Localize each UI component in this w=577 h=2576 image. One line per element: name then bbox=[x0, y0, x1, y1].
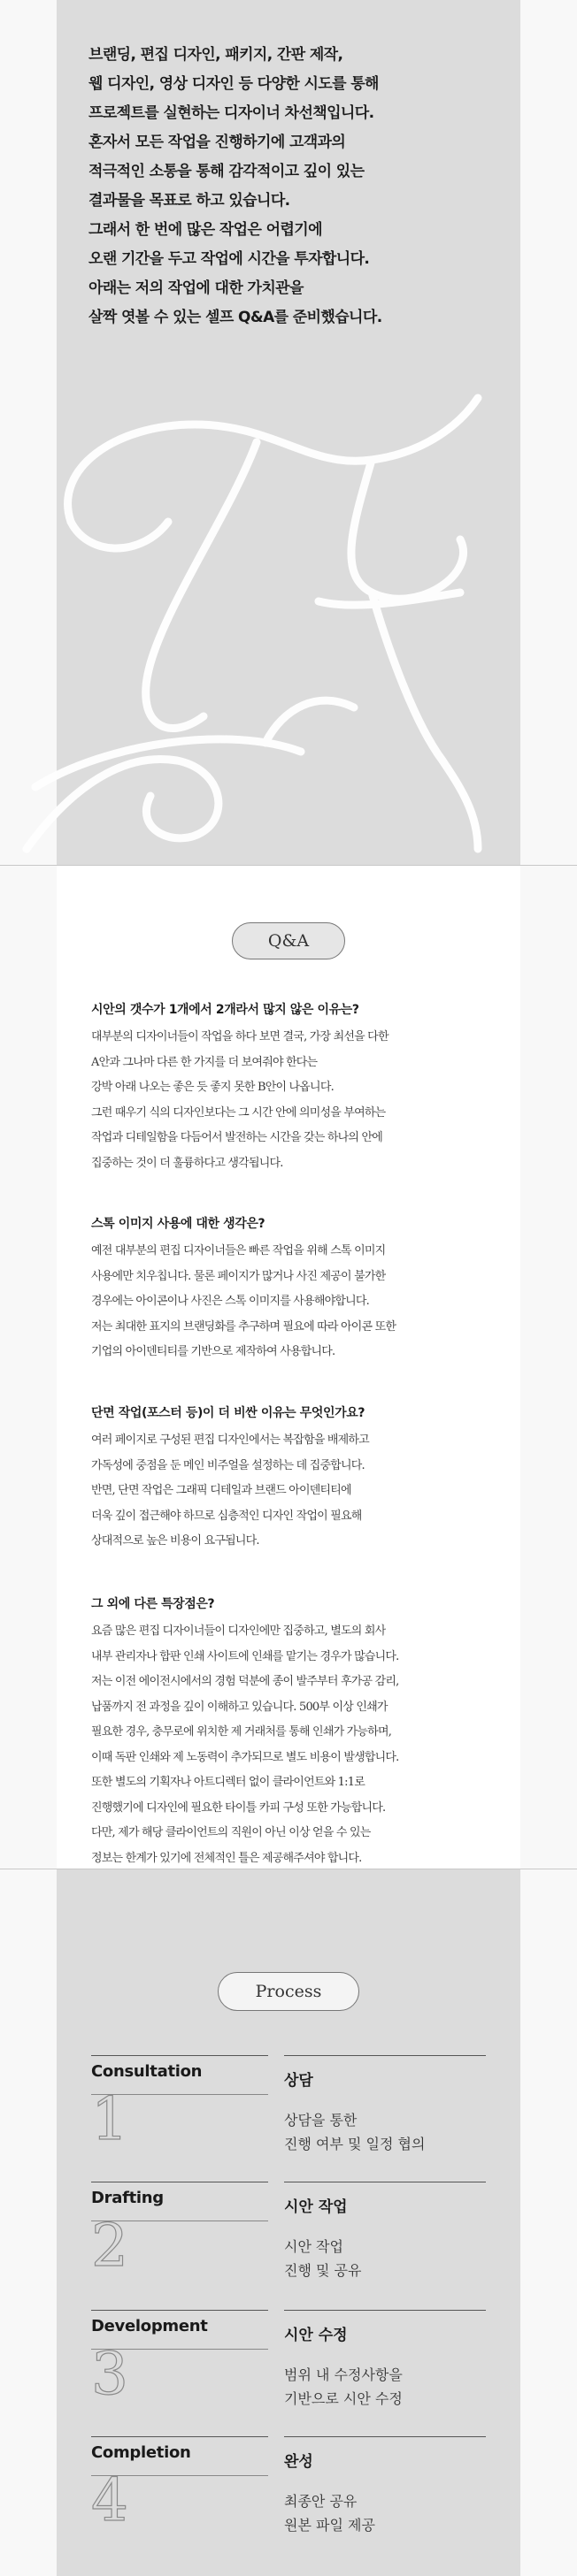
qa-answer-line: 대부분의 디자이너들이 작업을 하다 보면 결국, 가장 최선을 다한 bbox=[91, 1030, 389, 1043]
qa-answer-line: 강박 아래 나오는 좋은 듯 좋지 못한 B안이 나옵니다. bbox=[91, 1081, 334, 1094]
step-english-title: Development bbox=[91, 2317, 208, 2335]
step-korean-title: 완성 bbox=[284, 2453, 313, 2471]
intro-line: 결과물을 목표로 하고 있습니다. bbox=[88, 192, 290, 210]
step-description-line: 범위 내 수정사항을 bbox=[284, 2366, 403, 2383]
intro-line: 아래는 저의 작업에 대한 가치관을 bbox=[88, 279, 304, 297]
step-english-title: Consultation bbox=[91, 2062, 203, 2081]
qa-answer-line: 반면, 단면 작업은 그래픽 디테일과 브랜드 아이덴티티에 bbox=[91, 1484, 351, 1497]
intro-text bbox=[88, 41, 496, 333]
step-rule bbox=[91, 2310, 268, 2311]
step-english-title: Drafting bbox=[91, 2189, 164, 2207]
qa-answer-line: A안과 그나마 다른 한 가지를 더 보여줘야 한다는 bbox=[91, 1055, 318, 1069]
step-description bbox=[284, 2108, 425, 2156]
qa-answer-line: 가독성에 중점을 둔 메인 비주얼을 설정하는 데 집중합니다. bbox=[91, 1458, 365, 1472]
step-description bbox=[284, 2363, 403, 2411]
qa-answer-line: 그런 때우기 식의 디자인보다는 그 시간 안에 의미성을 부여하는 bbox=[91, 1105, 386, 1120]
qa-answer-line: 여러 페이지로 구성된 편집 디자인에서는 복잡함을 배제하고 bbox=[91, 1433, 369, 1447]
qa-question: 단면 작업(포스터 등)이 더 비싼 이유는 무엇인가요? bbox=[91, 1406, 365, 1420]
step-description bbox=[284, 2489, 375, 2537]
intro-line: 웹 디자인, 영상 디자인 등 다양한 시도를 통해 bbox=[88, 75, 379, 93]
qa-answer-line: 이때 독판 인쇄와 제 노동력이 추가되므로 별도 비용이 발생합니다. bbox=[91, 1750, 399, 1764]
qa-question: 시안의 갯수가 1개에서 2개라서 많지 않은 이유는? bbox=[91, 1003, 359, 1017]
qa-answer-line: 또한 별도의 기획자나 아트디렉터 없이 클라이언트와 1:1로 bbox=[91, 1776, 365, 1789]
step-rule bbox=[284, 2310, 486, 2311]
qa-question: 스톡 이미지 사용에 대한 생각은? bbox=[91, 1217, 265, 1231]
step-description-line: 시안 작업 bbox=[284, 2238, 343, 2255]
qa-answer-line: 정보는 한계가 있기에 전체적인 틀은 제공해주셔야 합니다. bbox=[91, 1851, 362, 1865]
step-description-line: 진행 여부 및 일정 협의 bbox=[284, 2136, 426, 2152]
qa-question: 그 외에 다른 특장점은? bbox=[91, 1597, 215, 1611]
step-english-title: Completion bbox=[91, 2443, 191, 2462]
qa-answer-line: 예전 대부분의 편집 디자이너들은 빠른 작업을 위해 스톡 이미지 bbox=[91, 1244, 386, 1257]
step-rule bbox=[91, 2436, 268, 2437]
process-step bbox=[91, 2436, 486, 2551]
qa-answer-line: 납품까지 전 과정을 깊이 이해하고 있습니다. 500부 이상 인쇄가 bbox=[91, 1700, 388, 1714]
qa-answer-line: 상대적으로 높은 비용이 요구됩니다. bbox=[91, 1534, 259, 1548]
qa-item bbox=[91, 1000, 498, 1176]
step-number: 1 bbox=[91, 2085, 128, 2153]
step-rule bbox=[284, 2436, 486, 2437]
qa-answer-line: 경우에는 아이콘이나 사진은 스톡 이미지를 사용해야합니다. bbox=[91, 1295, 369, 1308]
step-description-line: 최종안 공유 bbox=[284, 2493, 358, 2510]
intro-line: 그래서 한 번에 많은 작업은 어렵기에 bbox=[88, 221, 322, 239]
qa-item bbox=[91, 1214, 498, 1365]
qa-answer-line: 진행했기에 디자인에 필요한 타이틀 카피 구성 또한 가능합니다. bbox=[91, 1800, 386, 1815]
step-rule bbox=[91, 2055, 268, 2056]
intro-section bbox=[0, 0, 577, 865]
qa-answer-line: 작업과 디테일함을 다듬어서 발전하는 시간을 갖는 하나의 안에 bbox=[91, 1131, 383, 1144]
intro-line: 적극적인 소통을 통해 감각적이고 깊이 있는 bbox=[88, 163, 365, 180]
qa-answer-line: 저는 최대한 표지의 브랜딩화를 추구하며 필요에 따라 아이콘 또한 bbox=[91, 1319, 396, 1334]
intro-line: 브랜딩, 편집 디자인, 패키지, 간판 제작, bbox=[88, 46, 343, 64]
qa-title-badge: Q&A bbox=[232, 922, 345, 959]
qa-answer-line: 집중하는 것이 더 훌륭하다고 생각됩니다. bbox=[91, 1156, 283, 1170]
qa-answer-line: 요즘 많은 편집 디자이너들이 디자인에만 집중하고, 별도의 회사 bbox=[91, 1624, 386, 1638]
step-description bbox=[284, 2235, 361, 2282]
intro-line: 혼자서 모든 작업을 진행하기에 고객과의 bbox=[88, 134, 346, 151]
step-description-line: 진행 및 공유 bbox=[284, 2262, 362, 2279]
step-korean-title: 상담 bbox=[284, 2072, 313, 2090]
step-number: 3 bbox=[91, 2340, 128, 2408]
step-description-line: 기반으로 시안 수정 bbox=[284, 2390, 403, 2407]
step-description-line: 원본 파일 제공 bbox=[284, 2517, 375, 2534]
tf-monogram-logo bbox=[0, 371, 577, 865]
step-number: 4 bbox=[91, 2466, 128, 2534]
qa-answer-line: 다만, 제가 해당 클라이언트의 직원이 아닌 이상 얻을 수 있는 bbox=[91, 1826, 371, 1839]
qa-item bbox=[91, 1403, 498, 1555]
qa-answer-line: 저는 이전 에이전시에서의 경험 덕분에 종이 발주부터 후가공 감리, bbox=[91, 1675, 399, 1688]
process-step bbox=[91, 2182, 486, 2297]
qa-answer-line: 기업의 아이덴티티를 기반으로 제작하여 사용합니다. bbox=[91, 1345, 335, 1358]
intro-line: 프로젝트를 실현하는 디자이너 차선책입니다. bbox=[88, 104, 374, 122]
process-step bbox=[91, 2055, 486, 2170]
step-rule bbox=[284, 2055, 486, 2056]
process-title-badge: Process bbox=[218, 1972, 359, 2011]
qa-section bbox=[0, 866, 577, 1869]
qa-answer-line: 필요한 경우, 충무로에 위치한 제 거래처를 통해 인쇄가 가능하며, bbox=[91, 1725, 392, 1739]
process-step bbox=[91, 2310, 486, 2425]
step-korean-title: 시안 수정 bbox=[284, 2327, 348, 2344]
intro-line: 오랜 기간을 두고 작업에 시간을 투자합니다. bbox=[88, 250, 370, 268]
qa-item bbox=[91, 1594, 498, 1871]
qa-answer-line: 더욱 깊이 접근해야 하므로 심층적인 디자인 작업이 필요해 bbox=[91, 1509, 362, 1523]
step-description-line: 상담을 통한 bbox=[284, 2112, 358, 2129]
step-number: 2 bbox=[91, 2212, 128, 2280]
step-korean-title: 시안 작업 bbox=[284, 2198, 348, 2216]
qa-answer-line: 내부 관리자나 합판 인쇄 사이트에 인쇄를 맡기는 경우가 많습니다. bbox=[91, 1649, 399, 1663]
intro-line: 살짝 엿볼 수 있는 셀프 Q&A를 준비했습니다. bbox=[88, 309, 382, 326]
qa-answer-line: 사용에만 치우칩니다. 물론 페이지가 많거나 사진 제공이 불가한 bbox=[91, 1269, 386, 1283]
process-section bbox=[0, 1869, 577, 2576]
